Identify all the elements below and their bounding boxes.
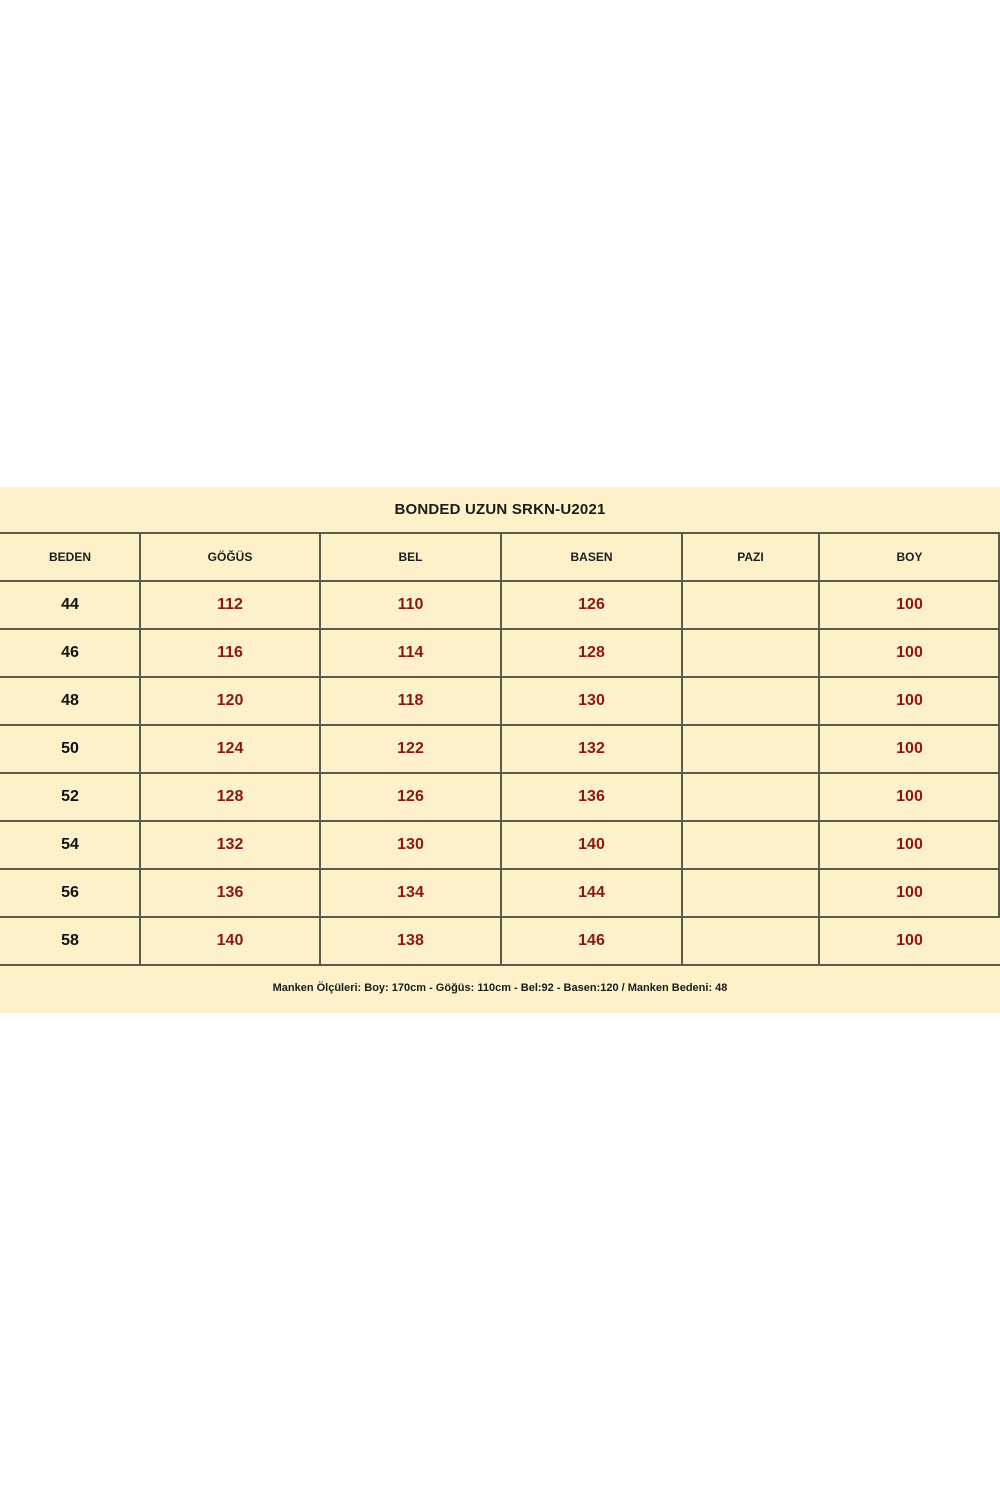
measurement-cell-boy: 100 <box>896 788 923 805</box>
measurement-cell-gogus: 140 <box>216 932 244 949</box>
measurement-cell-gogus: 124 <box>216 740 244 757</box>
measurement-cell-pazi <box>682 677 819 725</box>
column-divider <box>139 533 141 965</box>
measurement-cell-basen: 146 <box>578 932 605 949</box>
column-header-beden: BEDEN <box>48 550 91 564</box>
measurement-cell-bel: 126 <box>397 788 424 805</box>
measurement-cell-gogus: 128 <box>216 788 244 805</box>
measurement-cell-bel: 130 <box>397 836 424 853</box>
size-cell: 52 <box>61 788 79 805</box>
measurement-cell-pazi <box>682 821 819 869</box>
measurement-cell-boy: 100 <box>896 692 923 709</box>
measurement-cell-gogus: 116 <box>217 644 243 661</box>
measurement-cell-gogus: 120 <box>216 692 244 709</box>
measurement-cell-boy: 100 <box>896 836 923 853</box>
measurement-cell-bel: 114 <box>397 644 424 661</box>
measurement-cell-boy: 100 <box>896 932 923 949</box>
measurement-cell-basen: 132 <box>578 740 605 757</box>
chart-title: BONDED UZUN SRKN-U2021 <box>394 501 606 518</box>
size-cell: 46 <box>61 644 79 661</box>
measurement-cell-basen: 126 <box>578 596 605 613</box>
measurement-cell-basen: 136 <box>578 788 605 805</box>
measurement-cell-basen: 130 <box>578 692 605 709</box>
measurement-cell-basen: 128 <box>578 644 605 661</box>
column-header-gogus: GÖĞÜS <box>207 550 253 564</box>
column-divider <box>681 533 683 965</box>
measurement-cell-bel: 122 <box>397 740 424 757</box>
measurement-cell-pazi <box>682 581 819 629</box>
size-cell: 54 <box>61 836 79 853</box>
measurement-cell-gogus: 112 <box>217 596 243 613</box>
measurement-cell-pazi <box>682 773 819 821</box>
column-divider <box>818 533 820 965</box>
measurement-cell-boy: 100 <box>896 740 923 757</box>
measurement-cell-boy: 100 <box>896 644 923 661</box>
measurement-cell-bel: 134 <box>397 884 424 901</box>
measurement-cell-gogus: 132 <box>216 836 244 853</box>
measurement-cell-pazi <box>682 725 819 773</box>
measurement-cell-pazi <box>682 869 819 917</box>
column-divider <box>500 533 502 965</box>
size-chart <box>0 487 1000 1013</box>
size-cell: 48 <box>61 692 79 709</box>
measurement-cell-pazi <box>682 629 819 677</box>
size-table <box>0 533 1000 965</box>
measurement-cell-bel: 138 <box>397 932 424 949</box>
measurement-cell-pazi <box>682 917 819 965</box>
measurement-cell-basen: 144 <box>578 884 605 901</box>
column-header-bel: BEL <box>398 550 423 564</box>
column-header-basen: BASEN <box>570 550 613 564</box>
measurement-cell-gogus: 136 <box>216 884 244 901</box>
size-cell: 50 <box>61 740 79 757</box>
size-cell: 44 <box>61 596 79 613</box>
measurement-cell-bel: 118 <box>397 692 424 709</box>
measurement-cell-boy: 100 <box>896 596 923 613</box>
measurement-cell-bel: 110 <box>397 596 424 613</box>
measurement-cell-basen: 140 <box>578 836 605 853</box>
measurement-cell-boy: 100 <box>896 884 923 901</box>
size-cell: 58 <box>61 932 79 949</box>
column-header-pazi: PAZI <box>737 550 764 564</box>
model-measurements-note: Manken Ölçüleri: Boy: 170cm - Göğüs: 110cm - Bel:92 - Basen:120 / Manken Bedeni: 48 <box>272 982 728 994</box>
column-divider <box>319 533 321 965</box>
column-header-boy: BOY <box>896 550 923 564</box>
size-cell: 56 <box>61 884 79 901</box>
